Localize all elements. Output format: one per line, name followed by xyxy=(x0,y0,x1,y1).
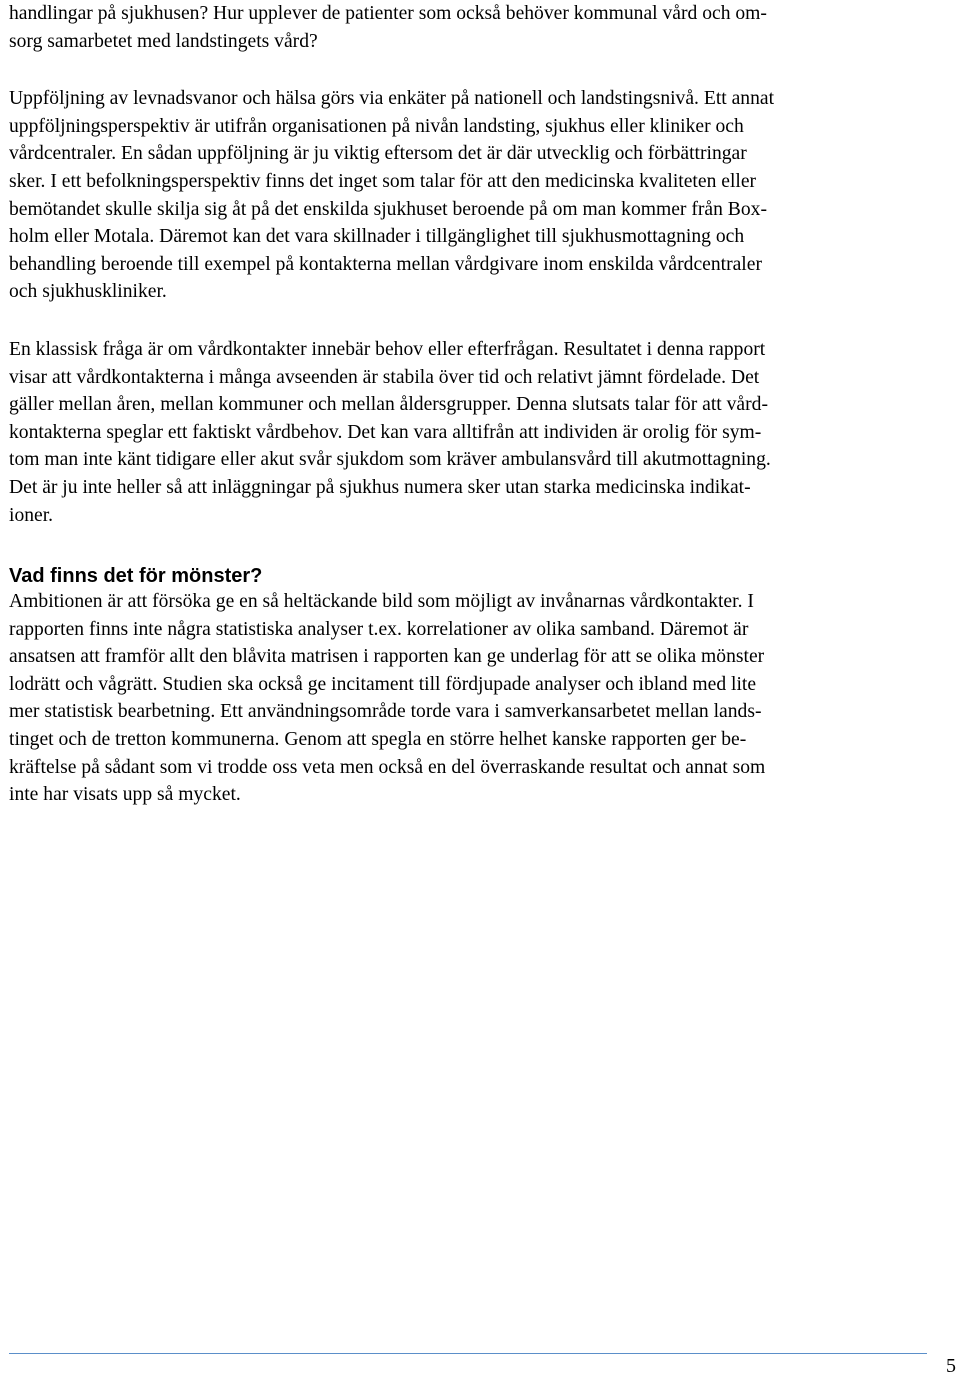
text-line: behandling beroende till exempel på kontakterna mellan vårdgivare inom enskilda vårdcentraler xyxy=(9,253,762,275)
paragraph-1 xyxy=(9,0,951,55)
section-heading: Vad finns det för mönster? xyxy=(9,565,263,588)
footer-rule xyxy=(9,1353,927,1354)
text-line: tinget och de tretton kommunerna. Genom att spegla en större helhet kanske rapporten ger be- xyxy=(9,729,747,751)
page-content xyxy=(9,0,951,809)
text-line: Ambitionen är att försöka ge en så heltäckande bild som möjligt av invånarnas vårdkontakter. I xyxy=(9,591,754,613)
text-line: mer statistisk bearbetning. Ett användningsområde torde vara i samverkansarbetet mellan lands- xyxy=(9,701,762,723)
text-line: ansatsen att framför allt den blåvita matrisen i rapporten kan ge underlag för att se olika mönster xyxy=(9,646,765,668)
paragraph-3 xyxy=(9,336,951,529)
text-line: kräftelse på sådant som vi trodde oss veta men också en del överraskande resultat och annat som xyxy=(9,756,766,778)
text-line: kontakterna speglar ett faktiskt vårdbehov. Det kan vara alltifrån att individen är orolig för sym- xyxy=(9,421,762,443)
text-line: rapporten finns inte några statistiska analyser t.ex. korrelationer av olika samband. Däremot är xyxy=(9,618,749,640)
text-line: uppföljningsperspektiv är utifrån organisationen på nivån landsting, sjukhus eller kliniker och xyxy=(9,115,744,137)
text-line: vårdcentraler. En sådan uppföljning är ju viktig eftersom det är där utvecklig och förbättringar xyxy=(9,143,747,165)
text-line: ioner. xyxy=(9,504,54,526)
text-line: tom man inte känt tidigare eller akut svår sjukdom som kräver ambulansvård till akutmottagning. xyxy=(9,449,771,471)
text-line: Det är ju inte heller så att inläggningar på sjukhus numera sker utan starka medicinska indikat- xyxy=(9,476,751,498)
paragraph-4 xyxy=(9,588,951,809)
text-line: gäller mellan åren, mellan kommuner och mellan åldersgrupper. Denna slutsats talar för att vård- xyxy=(9,394,768,416)
text-line: visar att vårdkontakterna i många avseenden är stabila över tid och relativt jämnt fördelade. Det xyxy=(9,366,760,388)
text-line: lodrätt och vågrätt. Studien ska också ge incitament till fördjupade analyser och ibland med lite xyxy=(9,673,757,695)
text-line: inte har visats upp så mycket. xyxy=(9,784,241,806)
text-line: Uppföljning av levnadsvanor och hälsa görs via enkäter på nationell och landstingsnivå. Ett annat xyxy=(9,88,775,110)
text-line: och sjukhuskliniker. xyxy=(9,281,167,303)
text-line: holm eller Motala. Däremot kan det vara skillnader i tillgänglighet till sjukhusmottagning och xyxy=(9,226,745,248)
text-line: sorg samarbetet med landstingets vård? xyxy=(9,30,318,52)
page-number: 5 xyxy=(946,1355,956,1377)
text-line: En klassisk fråga är om vårdkontakter innebär behov eller efterfrågan. Resultatet i denna rapport xyxy=(9,338,766,360)
text-line: bemötandet skulle skilja sig åt på det enskilda sjukhuset beroende på om man kommer från Box- xyxy=(9,198,767,220)
text-line: handlingar på sjukhusen? Hur upplever de patienter som också behöver kommunal vård och om- xyxy=(9,3,767,24)
text-line: sker. I ett befolkningsperspektiv finns det inget som talar för att den medicinska kvaliteten eller xyxy=(9,170,757,192)
paragraph-2 xyxy=(9,85,951,306)
